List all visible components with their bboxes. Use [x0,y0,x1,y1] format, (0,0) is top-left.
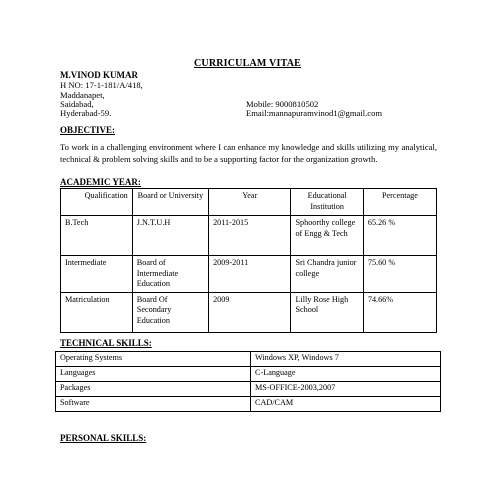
table-header-cell: Board or University [132,189,208,216]
table-row [61,216,437,256]
table-cell: Languages [56,367,251,382]
table-cell: 2009 [209,292,291,332]
table-row [61,256,437,293]
table-cell: CAD/CAM [251,397,441,412]
table-cell: Software [56,397,251,412]
technical-skills-table [55,351,441,412]
objective-text: To work in a challenging environment where I can enhance my knowledge and skills utilizing my analytical, technical & problem solving skills and to be a supporting factor for the organization growth. [60,142,437,164]
document-title: CURRICULAM VITAE [193,58,301,69]
table-row [56,367,441,382]
address-line: H NO: 17-1-181/A/418, [60,80,143,90]
table-cell: Windows XP, Windows 7 [251,352,441,367]
table-cell: 2011-2015 [209,216,291,256]
email-address: Email:mannapuramvinod1@gmail.com [246,108,383,118]
table-row [61,292,437,332]
table-cell: Intermediate [61,256,133,293]
mobile-number: Mobile: 9000810502 [246,99,319,109]
table-cell: 65.26 % [363,216,436,256]
table-header-row [61,189,437,216]
table-cell: Packages [56,382,251,397]
table-cell: Operating Systems [56,352,251,367]
table-cell: B.Tech [61,216,133,256]
table-cell: 2009-2011 [209,256,291,293]
table-row [56,382,441,397]
table-header-cell: Percentage [363,189,436,216]
table-cell: Sphoorthy college of Engg & Tech [291,216,363,256]
table-row [56,352,441,367]
table-cell: Sri Chandra junior college [291,256,363,293]
table-cell: Board of Intermediate Education [132,256,208,293]
table-header-cell: Educational Institution [291,189,363,216]
address-line: Maddanapet, [60,90,105,100]
table-cell: C-Language [251,367,441,382]
candidate-name: M.VINOD KUMAR [60,70,138,80]
table-cell: Lilly Rose High School [291,292,363,332]
table-header-cell: Qualification [61,189,133,216]
technical-heading: TECHNICAL SKILLS: [60,338,152,348]
table-cell: Matriculation [61,292,133,332]
table-row [56,397,441,412]
objective-heading: OBJECTIVE: [60,125,116,135]
table-header-cell: Year [209,189,291,216]
personal-skills-heading: PERSONAL SKILLS: [60,433,147,443]
table-cell: J.N.T.U.H [132,216,208,256]
address-line: Hyderabad-59. [60,108,112,118]
address-line: Saidabad, [60,99,94,109]
table-cell: 75.60 % [363,256,436,293]
academic-heading: ACADEMIC YEAR: [60,177,141,187]
academic-table [60,188,437,333]
table-cell: MS-OFFICE-2003,2007 [251,382,441,397]
table-cell: Board Of Secondary Education [132,292,208,332]
table-cell: 74.66% [363,292,436,332]
